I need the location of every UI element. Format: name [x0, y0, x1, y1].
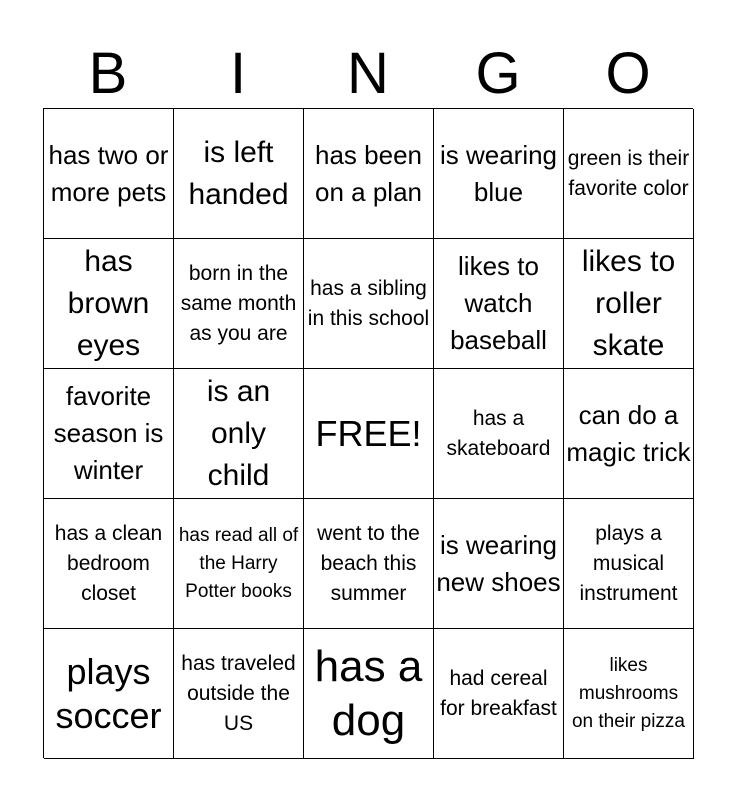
cell-text: can do a magic trick: [566, 399, 691, 467]
bingo-cell[interactable]: [174, 499, 304, 629]
bingo-cell[interactable]: [434, 369, 564, 499]
bingo-cell[interactable]: [564, 239, 694, 369]
free-space-text: FREE!: [315, 412, 422, 454]
header-letter-i: I: [229, 41, 247, 106]
bingo-cell[interactable]: [434, 109, 564, 239]
bingo-cell[interactable]: [304, 109, 434, 239]
cell-text: green is their favorite color: [567, 146, 690, 200]
cell-text: has been on a plan: [315, 139, 422, 207]
cell-text: has traveled outside the US: [181, 651, 296, 735]
header-letter-g: G: [475, 41, 521, 106]
bingo-cell[interactable]: [564, 109, 694, 239]
cell-text: is an only child: [206, 374, 271, 492]
bingo-cell[interactable]: [304, 239, 434, 369]
bingo-cell[interactable]: [174, 239, 304, 369]
cell-text: has two or more pets: [48, 139, 169, 207]
cell-text: plays soccer: [55, 650, 162, 736]
cell-text: is left handed: [188, 135, 289, 211]
bingo-header: [43, 40, 693, 108]
bingo-cell[interactable]: [44, 239, 174, 369]
bingo-cell[interactable]: [434, 499, 564, 629]
cell-text: has read all of the Harry Potter books: [178, 524, 299, 602]
cell-text: born in the same month as you are: [180, 261, 297, 345]
cell-text: plays a musical instrument: [579, 521, 678, 605]
bingo-board: [43, 108, 693, 758]
cell-text: has a skateboard: [446, 406, 551, 460]
cell-text: likes to roller skate: [581, 244, 676, 362]
cell-text: is wearing new shoes: [436, 529, 561, 597]
bingo-cell[interactable]: [174, 109, 304, 239]
cell-text: has a clean bedroom closet: [54, 521, 163, 605]
cell-text: is wearing blue: [439, 139, 558, 207]
cell-text: has a sibling in this school: [307, 276, 430, 330]
bingo-cell[interactable]: [434, 629, 564, 759]
bingo-cell[interactable]: [564, 499, 694, 629]
bingo-cell free-space[interactable]: [304, 369, 434, 499]
bingo-cell[interactable]: [434, 239, 564, 369]
bingo-cell[interactable]: [44, 369, 174, 499]
bingo-cell[interactable]: [564, 629, 694, 759]
bingo-cell[interactable]: [564, 369, 694, 499]
cell-text: likes mushrooms on their pizza: [571, 654, 685, 732]
header-letter-b: B: [88, 41, 128, 106]
bingo-cell[interactable]: [174, 369, 304, 499]
bingo-cell[interactable]: [304, 499, 434, 629]
cell-text: has a dog: [314, 641, 423, 745]
header-letter-n: N: [347, 41, 389, 106]
cell-text: has brown eyes: [67, 244, 150, 362]
bingo-cell[interactable]: [44, 499, 174, 629]
bingo-cell[interactable]: [174, 629, 304, 759]
bingo-cell[interactable]: [304, 629, 434, 759]
bingo-cell[interactable]: [44, 629, 174, 759]
header-letter-o: O: [605, 41, 651, 106]
cell-text: had cereal for breakfast: [440, 666, 557, 720]
cell-text: likes to watch baseball: [450, 251, 547, 355]
cell-text: favorite season is winter: [53, 381, 164, 485]
cell-text: went to the beach this summer: [317, 521, 420, 605]
bingo-cell[interactable]: [44, 109, 174, 239]
